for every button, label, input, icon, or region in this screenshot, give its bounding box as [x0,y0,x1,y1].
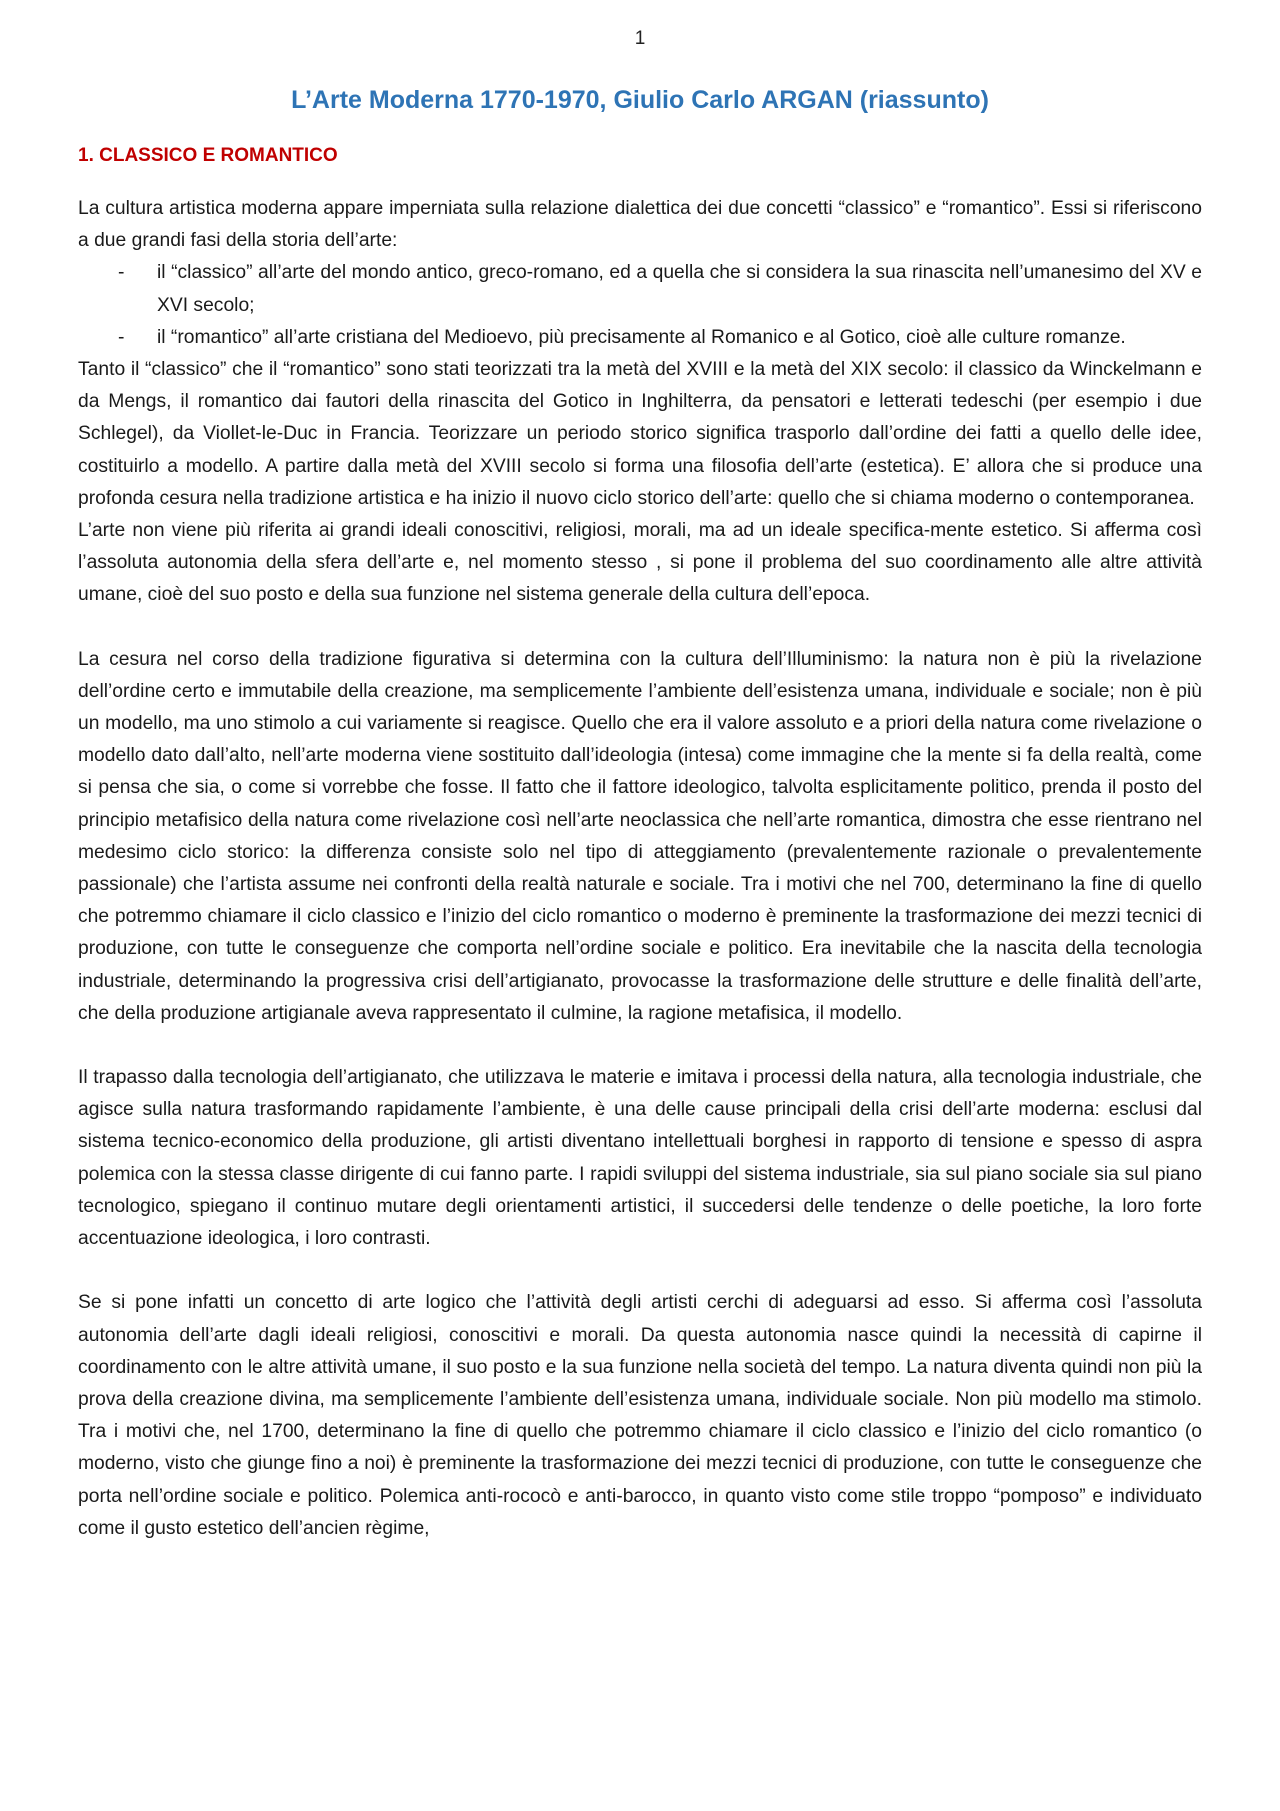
paragraph-autonomy: L’arte non viene più riferita ai grandi ideali conoscitivi, religiosi, morali, ma ad un ideale specifica-mente estetico. Si afferma così l’assoluta autonomia della sfera dell’arte e, nel momento stesso , si pone il problema del suo coordinamento alle altre attività umane, cioè del suo posto e della sua funzione nel sistema generale della cultura dell’epoca. [78,520,1202,606]
body-text [78,193,1202,1545]
paragraph-theorization: Tanto il “classico” che il “romantico” sono stati teorizzati tra la metà del XVIII e la metà del XIX secolo: il classico da Winckelmann e da Mengs, il romantico dai fautori della rinascita del Gotico in Inghilterra, da pensatori e letterati tedeschi (per esempio i due Schlegel), da Viollet-le-Duc in Francia. Teorizzare un periodo storico significa trasporlo dall’ordine dei fatti a quello delle idee, costituirlo a modello. A partire dalla metà del XVIII secolo si forma una filosofia dell’arte (estetica). E’ allora che si produce una profonda cesura nella tradizione artistica e ha inizio il nuovo ciclo storico dell’arte: quello che si chiama moderno o contemporanea. [78,359,1202,509]
list-item-text: il “romantico” all’arte cristiana del Medioevo, più precisamente al Romanico e al Gotico, cioè alle culture romanze. [157,326,1126,348]
paragraph-industrial-technology: Il trapasso dalla tecnologia dell’artigianato, che utilizzava le materie e imitava i processi della natura, alla tecnologia industriale, che agisce sulla natura trasformando rapidamente l’ambiente, è una delle cause principali della crisi dell’arte moderna: esclusi dal sistema tecnico-economico della produzione, gli artisti diventano intellettuali borghesi in rapporto di tensione e spesso di aspra polemica con la stessa classe dirigente di cui fanno parte. I rapidi sviluppi del sistema industriale, sia sul piano sociale sia sul piano tecnologico, spiegano il continuo mutare degli orientamenti artistici, il succedersi delle tendenze o delle poetiche, la loro forte accentuazione ideologica, i loro contrasti. [78,1067,1202,1250]
page-number: 1 [634,28,646,49]
intro-paragraph: La cultura artistica moderna appare imperniata sulla relazione dialettica dei due concetti “classico” e “romantico”. Essi si riferiscono a due grandi fasi della storia dell’arte: [78,198,1202,252]
list-item [78,257,1202,321]
list-item-text: il “classico” all’arte del mondo antico, greco-romano, ed a quella che si considera la sua rinascita nell’umanesimo del XV e XVI secolo; [157,262,1202,316]
list-item [78,322,1202,354]
document-title: L’Arte Moderna 1770-1970, Giulio Carlo ARGAN (riassunto) [291,86,989,114]
bullet-dash: - [118,326,125,348]
section-heading: 1. CLASSICO E ROMANTICO [78,145,338,166]
bullet-list [78,257,1202,354]
paragraph-enlightenment: La cesura nel corso della tradizione figurativa si determina con la cultura dell’Illuminismo: la natura non è più la rivelazione dell’ordine certo e immutabile della creazione, ma semplicemente l’ambiente dell’esistenza umana, individuale e sociale; non è più un modello, ma uno stimolo a cui variamente si reagisce. Quello che era il valore assoluto e a priori della natura come rivelazione o modello dato dall’alto, nell’arte moderna viene sostituito dall’ideologia (intesa) come immagine che la mente si fa della realtà, come si pensa che sia, o come si vorrebbe che fosse. Il fatto che il fattore ideologico, talvolta esplicitamente politico, prenda il posto del principio metafisico della natura come rivelazione così nell’arte neoclassica che nell’arte romantica, dimostra che esse rientrano nel medesimo ciclo storico: la differenza consiste solo nel tipo di atteggiamento (prevalentemente razionale o prevalentemente passionale) che l’artista assume nei confronti della realtà naturale e sociale. Tra i motivi che nel 700, determinano la fine di quello che potremmo chiamare il ciclo classico e l’inizio del ciclo romantico o moderno è preminente la trasformazione dei mezzi tecnici di produzione, con tutte le conseguenze che comporta nell’ordine sociale e politico. Era inevitabile che la nascita della tecnologia industriale, determinando la progressiva crisi dell’artigianato, provocasse la trasformazione delle strutture e delle finalità dell’arte, che della produzione artigianale aveva rappresentato il culmine, la ragione metafisica, il modello. [78,648,1202,1024]
paragraph-art-concept: Se si pone infatti un concetto di arte logico che l’attività degli artisti cerchi di adeguarsi ad esso. Si afferma così l’assoluta autonomia dell’arte dagli ideali religiosi, conoscitivi e morali. Da questa autonomia nasce quindi la necessità di capirne il coordinamento con le altre attività umane, il suo posto e la sua funzione nella società del tempo. La natura diventa quindi non più la prova della creazione divina, ma semplicemente l’ambiente dell’esistenza umana, individuale sociale. Non più modello ma stimolo. Tra i motivi che, nel 1700, determinano la fine di quello che potremmo chiamare il ciclo classico e l’inizio del ciclo romantico (o moderno, visto che giunge fino a noi) è preminente la trasformazione dei mezzi tecnici di produzione, con tutte le conseguenze che porta nell’ordine sociale e politico. Polemica anti-rococò e anti-barocco, in quanto visto come stile troppo “pomposo” e individuato come il gusto estetico dell’ancien règime, [78,1292,1202,1539]
bullet-dash: - [118,262,125,284]
